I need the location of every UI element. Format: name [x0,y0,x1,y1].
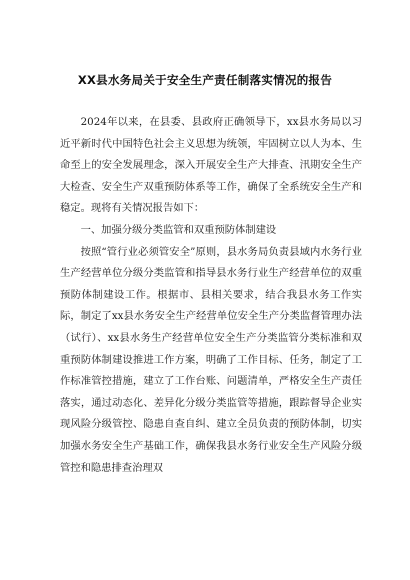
document-title: XX县水务局关于安全生产责任制落实情况的报告 [77,73,333,87]
section-paragraph: 按照“管行业必须管安全”原则，县水务局负责县域内水务行业生产经营单位分级分类监管和指导县水务行业生产经营单位的双重预防体制建设工作。根据市、县相关要求，结合我县水务工作实际，制定了xx县水务安全生产经营单位安全生产分类监督管理办法（试行）、xx县水务生产经营单位安全生产分类监管分类标准和双重预防体制建设推进工作方案，明确了工作目标、任务，制定了工作标准管控措施，建立了工作台账、问题清单，严格安全生产责任落实，通过动态化、差异化分级分类监管等措施，跟踪督导企业实现风险分级管控、隐患自查自纠、建立全员负责的预防体制，切实加强水务安全生产基础工作，确保我县水务行业安全生产风险分级管控和隐患排查治理双 [60,245,362,474]
document-body [60,112,362,479]
intro-paragraph: 2024年以来，在县委、县政府正确领导下，xx县水务局以习近平新时代中国特色社会主义思想为统领，牢固树立以人为本、生命至上的安全发展理念，深入开展安全生产大排查、汛期安全生产大检查、安全生产双重预防体系等工作，确保了全系统安全生产和稳定。现将有关情况报告如下： [60,116,362,215]
section-heading: 一、加强分级分类监管和双重预防体制建设 [80,223,277,236]
